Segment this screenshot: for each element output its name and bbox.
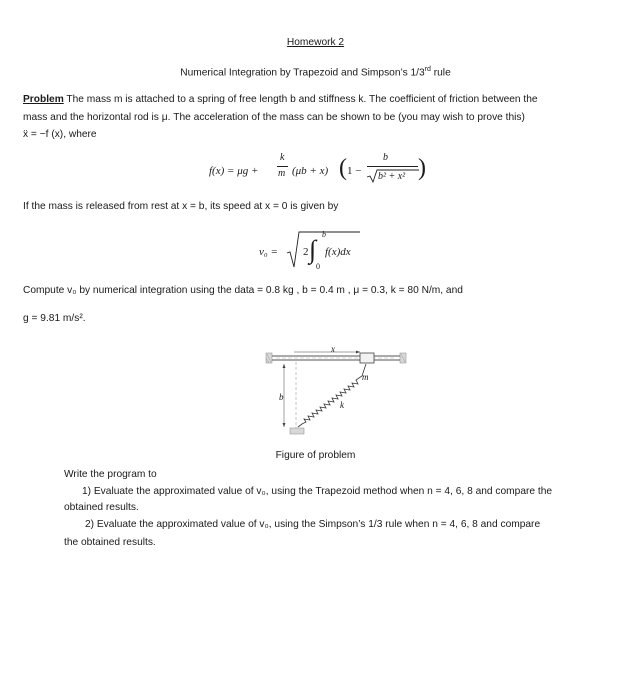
formula-v-lhs: v₀ = bbox=[259, 246, 278, 258]
paren-close: ) bbox=[418, 155, 426, 181]
left-wall bbox=[266, 353, 272, 363]
figure-label-b: b bbox=[279, 392, 284, 402]
problem-line-1 bbox=[23, 94, 538, 105]
task-2-line-1: 2) Evaluate the approximated value of v₀, using the Simpson’s 1/3 rule when n = 4, 6, 8 and compare bbox=[85, 519, 541, 530]
formula-f-one: 1 − bbox=[347, 165, 362, 177]
tasks-intro: Write the program to bbox=[64, 469, 157, 480]
subtitle-main: Numerical Integration by Trapezoid and Simpson’s 1/3 bbox=[180, 67, 425, 79]
formula-f-k: k bbox=[280, 152, 285, 163]
subtitle-sup: rd bbox=[424, 66, 431, 73]
paren-open: ( bbox=[339, 155, 347, 181]
formula-f-root: b² + x² bbox=[378, 171, 406, 182]
b-arrow-down-icon bbox=[283, 423, 286, 427]
figure-label-k: k bbox=[340, 400, 344, 410]
fraction-bar-b-root bbox=[367, 166, 418, 167]
release-text: If the mass is released from rest at x = b, its speed at x = 0 is given by bbox=[23, 201, 339, 212]
subtitle-tail: rule bbox=[430, 67, 451, 79]
formula-v-upper: b bbox=[322, 230, 326, 239]
figure-label-x: x bbox=[331, 344, 335, 354]
compute-line-2: g = 9.81 m/s². bbox=[23, 313, 86, 324]
formula-f-mid: (μb + x) bbox=[292, 165, 329, 177]
acceleration-equation: ẍ = −f (x), where bbox=[23, 129, 97, 140]
fraction-bar-k-m bbox=[277, 166, 288, 167]
formula-v-integrand: f(x)dx bbox=[325, 246, 351, 258]
formula-v-lower: 0 bbox=[316, 262, 320, 271]
formula-f-lhs: f(x) = μg + bbox=[209, 165, 259, 177]
formula-f-m: m bbox=[278, 168, 286, 179]
figure-diagram bbox=[262, 350, 412, 440]
bottom-support bbox=[290, 428, 304, 434]
spring bbox=[298, 364, 366, 427]
formula-v-two: 2 bbox=[303, 246, 309, 258]
problem-line-1-text: The mass m is attached to a spring of free length b and stiffness k. The coefficient of friction between the bbox=[63, 94, 538, 105]
mass-block bbox=[360, 353, 374, 363]
right-wall bbox=[400, 353, 406, 363]
page-title bbox=[0, 37, 631, 48]
task-1-line-1: 1) Evaluate the approximated value of v₀, using the Trapezoid method when n = 4, 6, 8 and compare the bbox=[82, 486, 553, 497]
integral-sign-icon: ∫ bbox=[309, 235, 317, 264]
problem-line-2: mass and the horizontal rod is μ. The acceleration of the mass can be shown to be (you may wish to prove this) bbox=[23, 112, 525, 123]
formula-f-b: b bbox=[383, 152, 388, 163]
problem-label: Problem bbox=[23, 94, 64, 105]
figure-caption: Figure of problem bbox=[275, 450, 356, 461]
task-1-line-2: obtained results. bbox=[64, 502, 139, 513]
b-arrow-up-icon bbox=[283, 364, 286, 368]
compute-line-1: Compute v₀ by numerical integration using the data = 0.8 kg , b = 0.4 m , μ = 0.3, k = 80 N/m, and bbox=[23, 285, 463, 296]
x-arrow-icon bbox=[356, 351, 360, 354]
task-2-line-2: the obtained results. bbox=[64, 537, 156, 548]
figure-label-m: m bbox=[362, 372, 369, 382]
horizontal-rod bbox=[272, 356, 400, 360]
page-title-text: Homework 2 bbox=[286, 37, 345, 48]
subtitle bbox=[0, 66, 631, 78]
